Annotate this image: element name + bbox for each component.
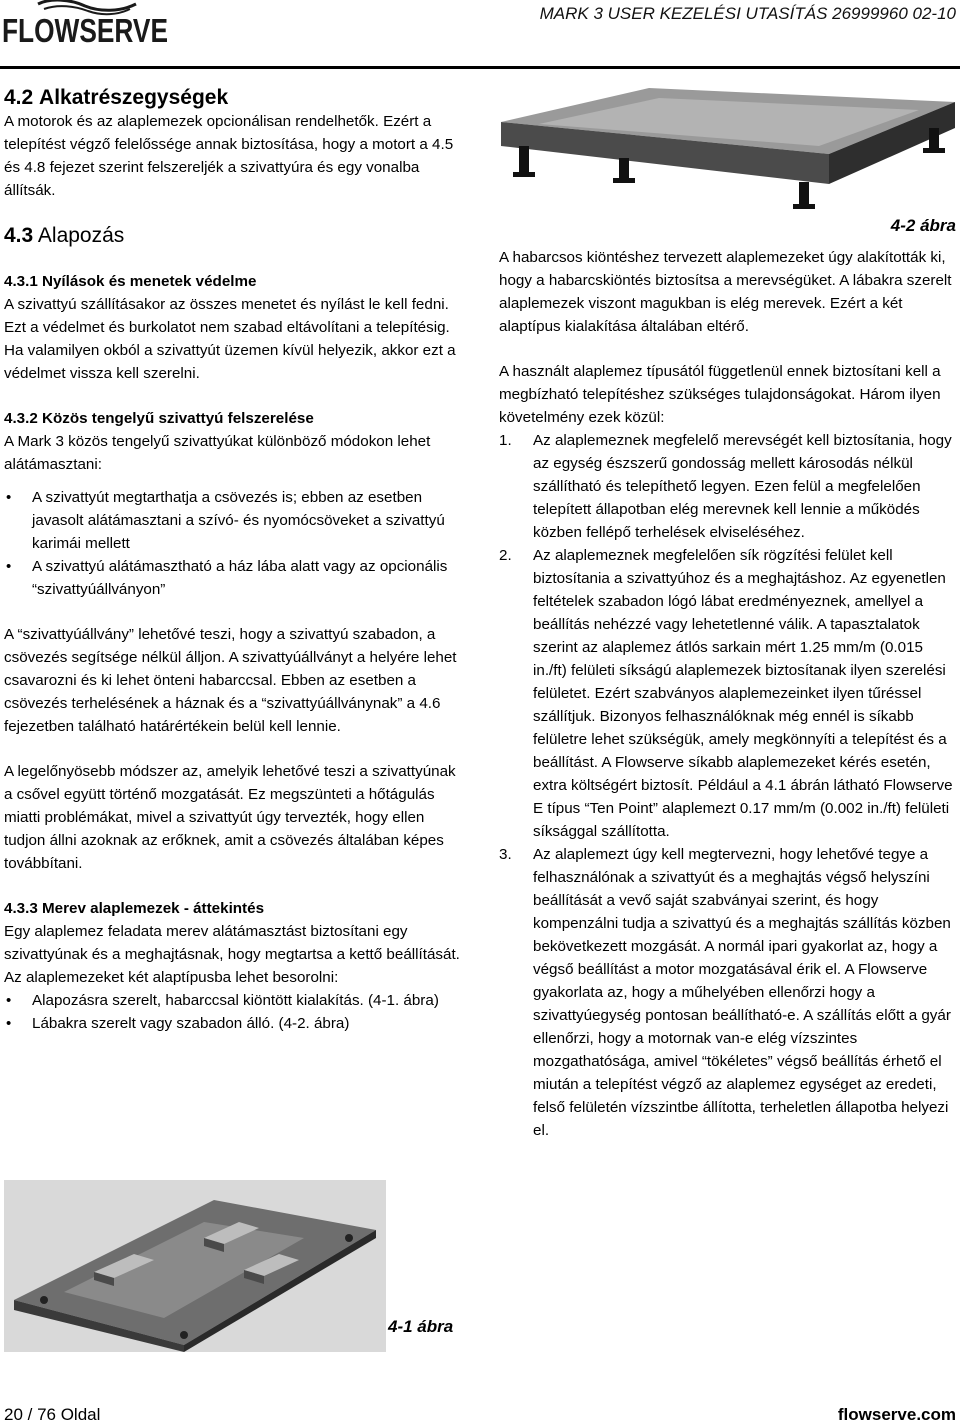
section-4-2-text: A motorok és az alaplemezek opcionálisan rendelhetők. Ezért a telepítést végző felelőssége annak biztosítása, hogy a motort a 4.5 és 4.8 fejezet szerint felszereljék a szivattyúra és egy vonalba állítsák.: [4, 113, 454, 199]
numbered-item: 3. Az alaplemezt úgy kell megtervezni, hogy lehetővé tegye a felhasználónak a szivattyút és a meghajtás végső helyszíni beállítását a vevő saját szabványai szerint, és hogy kompenzálni tudja a szivattyú és a meghajtás szállítás közben bekövetkezett mozgását. A normál ipari gyakorlat az, hogy a végső beállítást a motor mozgatásával érik el. A Flowserve gyakorlata az, hogy a műhelyében ellenőrzi hogy a szivattyúegység pontosan beállítható-e. A szállítás előtt a gyár ellenőrzi, hogy a motornak van-e elég vízszintes mozgathatósága, amivel “tökéletes” végső beállítás érhető el miután a telepítést végző az alaplemez egységet az eredeti, felső felületén vízszintbe állította, terheletlen állapotba helyezi el.: [499, 846, 951, 1139]
numbered-item: 1. Az alaplemeznek megfelelő merevségét kell biztosítania, hogy az egység észszerű gondosság mellett károsodás nélkül szállítható és telepíthető legyen. Ezen felül a megfelelően telepített állapotban elég merevnek kell lennie a működés közben fellépő terhelések elviseléséhez.: [499, 432, 952, 541]
page-number: 20 / 76 Oldal: [4, 1405, 101, 1424]
section-4-3-2-paragraph-2: A “szivattyúállvány” lehetővé teszi, hogy a szivattyú szabadon, a csövezés segítsége nélkül álljon. A szivattyúállványt a helyére lehet csavarozni és ki lehet önteni habarccsal. Ebben az esetben a csövezés terhelésének a háznak és a “szivattyúállványnak” a 4.6 fejezetben található határértékein belül kell lennie.: [4, 626, 457, 735]
section-4-3-heading: 4.3 Alapozás: [4, 224, 125, 247]
figure-4-1-baseplate-image: [4, 1180, 386, 1352]
section-4-3-1-heading: 4.3.1 Nyílások és menetek védelme: [4, 273, 257, 290]
section-4-3-2-paragraph-3: A legelőnyösebb módszer az, amelyik lehetővé teszi a szivattyúnak a csővel együtt történő mozgatását. Ez megszünteti a hőtágulás miatti problémákat, mivel a szivattyút úgy tervezték, hogy ellen tudjon állni azoknak az erőknek, amit a csövezés általában képes továbbítani.: [4, 763, 456, 872]
svg-text:FLOWSERVE: FLOWSERVE: [2, 12, 168, 49]
right-paragraph-2: A használt alaplemez típusától függetlenül ennek biztosítani kell a megbízható telepítéshez szükséges tulajdonságokat. Három ilyen követelmény ezek közül:: [499, 363, 941, 426]
bullet-item: • A szivattyút megtarthatja a csövezés is; ebben az esetben javasolt alátámasztani a szívó- és nyomócsöveket a szivattyú karimái mellett: [4, 486, 462, 555]
right-column: [499, 246, 957, 1142]
section-4-3-2-intro: A Mark 3 közös tengelyű szivattyúkat különböző módokon lehet alátámasztani:: [4, 433, 431, 473]
section-4-3-3-heading: 4.3.3 Merev alaplemezek - áttekintés: [4, 900, 265, 917]
numbered-item: 2. Az alaplemeznek megfelelően sík rögzítési felület kell biztosítania a szivattyúhoz és a meghajtáshoz. Az egyenetlen feltételek szabadon lógó lábat eredményeznek, amellyel a beállítás nehézzé vagy lehetetlenné válik. A tapasztalatok szerint az alaplemez átlós sarkain mért 1.25 mm/m (0.015 in./ft) felületi síkságú alaplemezek biztosítanak ilyen szerelési felületet. Ezért szabványos alaplemezeinket ilyen tűréssel szállítjuk. Bizonyos felhasználóknak még ennél is síkabb felületre lehet szükségük, amely megkönnyíti a telepítést és a beállítást. A Flowserve síkabb alaplemezeket kérés esetén, extra költségért biztosít. Például a 4.1 ábrán látható Flowserve E típus “Ten Point” alaplemezt 0.17 mm/m (0.002 in./ft) felületi síksággal szállította.: [499, 547, 953, 840]
bullet-item: • Lábakra szerelt vagy szabadon álló. (4-2. ábra): [4, 1012, 462, 1035]
section-4-2-heading: 4.2 Alkatrészegységek: [4, 86, 229, 109]
bullet-item: • Alapozásra szerelt, habarccsal kiöntött kialakítás. (4-1. ábra): [4, 989, 462, 1012]
figure-4-2-caption: 4-2 ábra: [890, 216, 956, 235]
left-column: [4, 86, 462, 1035]
footer-website: flowserve.com: [837, 1405, 956, 1424]
document-title: MARK 3 USER KEZELÉSI UTASÍTÁS 26999960 02-10: [539, 4, 956, 23]
section-4-3-3-text: Egy alaplemez feladata merev alátámasztást biztosítani egy szivattyúnak és a meghajtásnak, hogy megtartsa a kettő beállítását. Az alaplemezeket két alaptípusba lehet besorolni:: [4, 923, 460, 986]
header-rule: [0, 66, 960, 69]
flowserve-logo: [0, 0, 170, 50]
figure-4-1-caption: 4-1 ábra: [388, 1317, 454, 1336]
figure-4-2-baseplate-image: [499, 84, 957, 214]
right-paragraph-1: A habarcsos kiöntéshez tervezett alaplemezeket úgy alakították ki, hogy a habarcskiöntés biztosítsa a merevségüket. A lábakra szerelt alaplemezek viszont magukban is elég merevek. Ezért a két alaptípus kialakítása általában eltérő.: [499, 249, 952, 335]
section-4-3-1-text: A szivattyú szállításakor az összes menetet és nyílást le kell fedni. Ezt a védelmet és burkolatot nem szabad eltávolítani a telepítésig. Ha valamilyen okból a szivattyút üzemen kívül helyezik, akkor ezt a védelmet vissza kell szerelni.: [4, 296, 456, 382]
section-4-3-2-heading: 4.3.2 Közös tengelyű szivattyú felszerelése: [4, 410, 314, 427]
bullet-item: • A szivattyú alátámasztható a ház lába alatt vagy az opcionális “szivattyúállványon”: [4, 555, 462, 601]
